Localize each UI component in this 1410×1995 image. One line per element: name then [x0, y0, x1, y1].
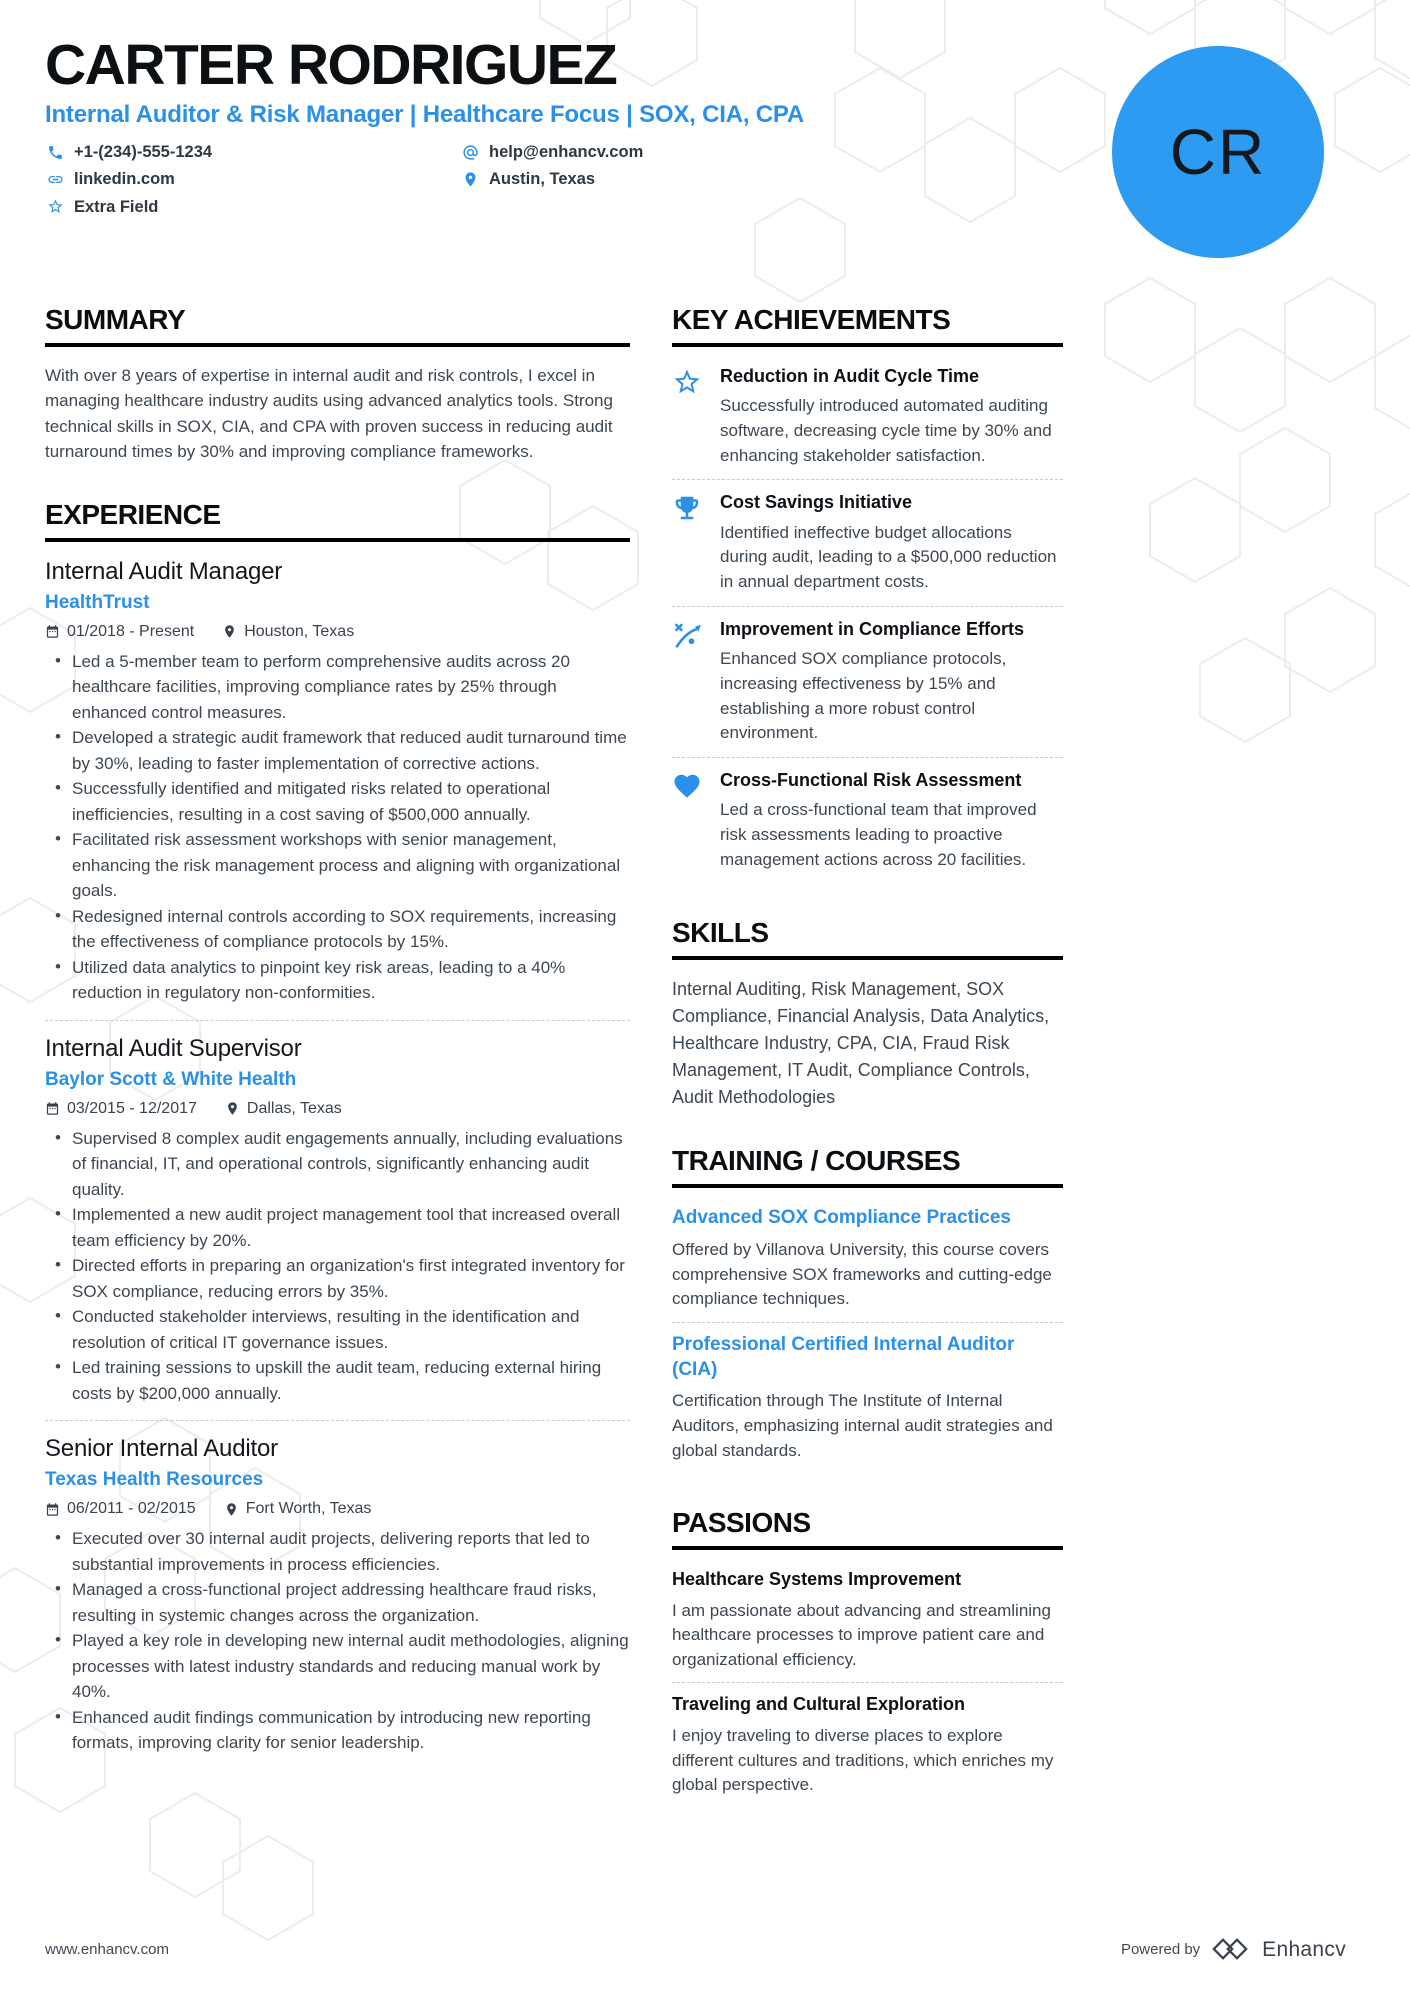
achievements-heading: KEY ACHIEVEMENTS — [672, 304, 1063, 347]
passion-text: I am passionate about advancing and streamlining healthcare processes to improve patient care and organizational efficiency. — [672, 1600, 1051, 1669]
course-text: Certification through The Institute of Internal Auditors, emphasizing internal audit strategies and global standards. — [672, 1391, 1053, 1460]
job-location: Houston, Texas — [222, 623, 354, 641]
phone-icon — [47, 144, 64, 161]
enhancv-logo-icon[interactable] — [1211, 1936, 1251, 1963]
course-item — [672, 1204, 1063, 1322]
pin-icon — [462, 171, 479, 188]
contact-item[interactable] — [45, 141, 460, 163]
achievement-title: Cross-Functional Risk Assessment — [720, 769, 1022, 790]
achievement-text: Enhanced SOX compliance protocols, increasing effectiveness by 15% and establishing a more robust control environment. — [720, 649, 1007, 743]
achievements-section — [672, 304, 1063, 883]
skills-section — [672, 917, 1063, 1111]
achievement-text: Successfully introduced automated auditing software, decreasing cycle time by 30% and enhancing stakeholder satisfaction. — [720, 396, 1052, 465]
experience-heading: EXPERIENCE — [45, 499, 630, 542]
passion-title: Healthcare Systems Improvement — [672, 1569, 962, 1590]
header — [45, 33, 1063, 218]
bullet-item: • Executed over 30 internal audit projects, delivering reports that led to substantial improvements in process efficiencies. — [55, 1526, 630, 1577]
experience-entry — [45, 1420, 630, 1756]
bullet-item: • Led training sessions to upskill the audit team, reducing external hiring costs by $200,000 annually. — [55, 1355, 630, 1406]
achievement-text: Led a cross-functional team that improved risk assessments leading to proactive management actions across 20 facilities. — [720, 800, 1037, 869]
job-meta — [45, 1500, 630, 1518]
summary-section — [45, 304, 630, 465]
passion-item — [672, 1682, 1063, 1807]
job-bullets — [45, 649, 630, 1006]
achievement-item — [672, 363, 1063, 479]
powered-by: Powered by Enhancv — [1121, 1936, 1346, 1963]
footer — [45, 1936, 1346, 1963]
avatar: CR — [1112, 46, 1324, 258]
contact-item[interactable] — [460, 141, 643, 163]
job-dates: 01/2018 - Present — [45, 623, 194, 641]
bullet-item: • Redesigned internal controls according to SOX requirements, increasing the effectiveness of compliance protocols by 15%. — [55, 904, 630, 955]
job-title: Senior Internal Auditor — [45, 1435, 278, 1463]
job-meta — [45, 1100, 630, 1118]
job-meta — [45, 623, 630, 641]
bullet-item: • Developed a strategic audit framework that reduced audit turnaround time by 30%, leading to faster implementation of corrective actions. — [55, 725, 630, 776]
job-company: Baylor Scott & White Health — [45, 1068, 297, 1090]
job-bullets — [45, 1526, 630, 1756]
course-item — [672, 1322, 1063, 1473]
job-dates: 03/2015 - 12/2017 — [45, 1100, 197, 1118]
site-url[interactable]: www.enhancv.com — [45, 1941, 169, 1958]
pin-icon — [225, 1101, 240, 1116]
left-column — [45, 304, 630, 1842]
experience-list — [45, 558, 630, 1756]
summary-heading: SUMMARY — [45, 304, 630, 347]
job-bullets — [45, 1126, 630, 1407]
heart-icon — [672, 771, 702, 801]
link-icon — [47, 171, 64, 188]
contact-info — [45, 141, 1063, 218]
bullet-item: • Implemented a new audit project management tool that increased overall team efficiency by 20%. — [55, 1202, 630, 1253]
calendar-icon — [45, 624, 60, 639]
course-text: Offered by Villanova University, this course covers comprehensive SOX frameworks and cutting-edge compliance techniques. — [672, 1239, 1052, 1309]
passion-title: Traveling and Cultural Exploration — [672, 1694, 966, 1715]
star-icon — [47, 198, 64, 215]
experience-entry — [45, 1020, 630, 1407]
job-location: Dallas, Texas — [225, 1100, 342, 1118]
contact-item[interactable] — [45, 168, 460, 190]
bullet-item: • Supervised 8 complex audit engagements annually, including evaluations of financial, IT, and operational controls, significantly enhancing audit quality. — [55, 1126, 630, 1203]
at-icon — [462, 144, 479, 161]
calendar-icon — [45, 1101, 60, 1116]
pin-icon — [224, 1502, 239, 1517]
bullet-item: • Directed efforts in preparing an organization's first integrated inventory for SOX compliance, reducing errors by 35%. — [55, 1253, 630, 1304]
star-outline-icon — [672, 367, 702, 397]
bullet-item: • Utilized data analytics to pinpoint key risk areas, leading to a 40% reduction in regulatory non-conformities. — [55, 955, 630, 1006]
skills-heading: SKILLS — [672, 917, 1063, 960]
passions-heading: PASSIONS — [672, 1507, 1063, 1550]
achievement-title: Improvement in Compliance Efforts — [720, 618, 1025, 639]
passion-text: I enjoy traveling to diverse places to explore different cultures and traditions, which enriches my global perspective. — [672, 1725, 1054, 1795]
contact-text: help@enhancv.com — [489, 143, 644, 162]
job-company: Texas Health Resources — [45, 1469, 264, 1491]
contact-text: Extra Field — [74, 197, 159, 216]
contact-column-2 — [460, 141, 643, 218]
headline: Internal Auditor & Risk Manager | Healthcare Focus | SOX, CIA, CPA — [45, 101, 805, 129]
experience-entry — [45, 558, 630, 1006]
contact-text: linkedin.com — [74, 170, 175, 189]
training-section — [672, 1145, 1063, 1473]
achievement-item — [672, 479, 1063, 605]
calendar-icon — [45, 1502, 60, 1517]
summary-text: With over 8 years of expertise in internal audit and risk controls, I excel in managing healthcare industry audits using advanced analytics tools. Strong technical skills in SOX, CIA, and CPA with proven success in reducing audit turnaround times by 30% and improving compliance frameworks. — [45, 365, 613, 462]
right-column — [672, 304, 1063, 1842]
bullet-item: • Played a key role in developing new internal audit methodologies, aligning processes with latest industry standards and reducing manual work by 40%. — [55, 1628, 630, 1705]
strategy-icon — [672, 620, 702, 650]
bullet-item: • Managed a cross-functional project addressing healthcare fraud risks, resulting in systemic changes across the organization. — [55, 1577, 630, 1628]
course-title: Advanced SOX Compliance Practices — [672, 1207, 1011, 1229]
skills-text: Internal Auditing, Risk Management, SOX Compliance, Financial Analysis, Data Analytics, Healthcare Industry, CPA, CIA, Fraud Risk Management, IT Audit, Compliance Controls, Audit Methodologies — [672, 979, 1050, 1108]
job-dates: 06/2011 - 02/2015 — [45, 1500, 196, 1518]
achievement-text: Identified ineffective budget allocations during audit, leading to a $500,000 reduction in annual department costs. — [720, 522, 1057, 592]
bullet-item: • Led a 5-member team to perform comprehensive audits across 20 healthcare facilities, improving compliance rates by 25% through enhanced control measures. — [55, 649, 630, 726]
contact-item[interactable] — [460, 168, 643, 190]
achievements-list — [672, 363, 1063, 883]
contact-column-1 — [45, 141, 460, 218]
training-heading: TRAINING / COURSES — [672, 1145, 1063, 1188]
job-company: HealthTrust — [45, 591, 150, 613]
bullet-item: • Facilitated risk assessment workshops with senior management, enhancing the risk management process and aligning with organizational goals. — [55, 827, 630, 904]
pin-icon — [222, 624, 237, 639]
job-location: Fort Worth, Texas — [224, 1500, 372, 1518]
contact-text: Austin, Texas — [489, 170, 596, 189]
bullet-item: • Conducted stakeholder interviews, resulting in the identification and resolution of critical IT governance issues. — [55, 1304, 630, 1355]
bullet-item: • Successfully identified and mitigated risks related to operational inefficiencies, resulting in a cost saving of $500,000 annually. — [55, 776, 630, 827]
experience-section — [45, 499, 630, 1756]
enhancv-brand-name[interactable]: Enhancv — [1262, 1937, 1346, 1961]
job-title: Internal Audit Supervisor — [45, 1034, 302, 1062]
contact-item[interactable] — [45, 196, 460, 218]
passion-item — [672, 1566, 1063, 1682]
passions-list — [672, 1566, 1063, 1808]
trophy-icon — [672, 493, 702, 523]
achievement-title: Cost Savings Initiative — [720, 492, 913, 513]
person-name: CARTER RODRIGUEZ — [45, 33, 617, 97]
bullet-item: • Enhanced audit findings communication by introducing new reporting formats, improving clarity for senior leadership. — [55, 1705, 630, 1756]
achievement-title: Reduction in Audit Cycle Time — [720, 365, 980, 386]
contact-text: +1-(234)-555-1234 — [74, 143, 213, 162]
training-list — [672, 1204, 1063, 1473]
job-title: Internal Audit Manager — [45, 557, 283, 585]
achievement-item — [672, 606, 1063, 757]
passions-section — [672, 1507, 1063, 1808]
course-title: Professional Certified Internal Auditor (CIA) — [672, 1333, 1015, 1380]
achievement-item — [672, 757, 1063, 883]
